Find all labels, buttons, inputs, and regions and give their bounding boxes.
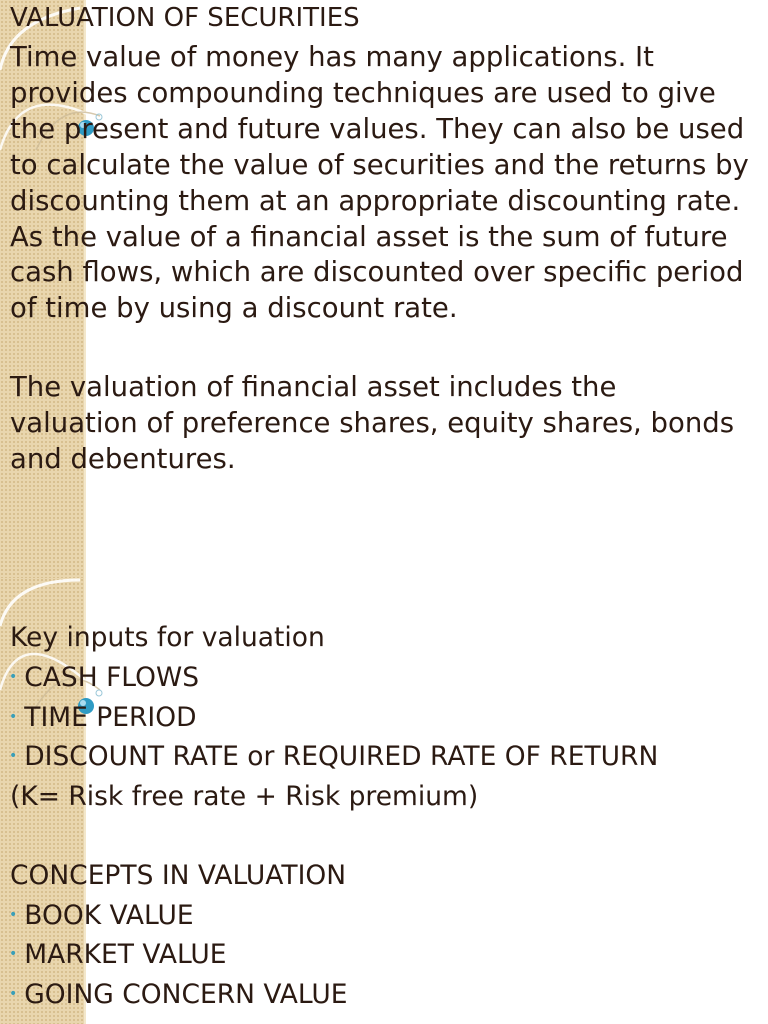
formula-text: (K= Risk free rate + Risk premium)	[10, 781, 479, 812]
list-item-discount-rate: • DISCOUNT RATE or REQUIRED RATE OF RETURN	[9, 741, 658, 777]
intro-paragraph: Time value of money has many applications. It provides compounding techniques are used to give the present and future values. They can also be used to calculate the value of securities and the returns by discounting them at an appropriate discounting rate. As the value of a financial asset is the sum of future cash flows, which are discounted over specific period of time by using a discount rate.	[10, 41, 749, 325]
key-inputs-heading: Key inputs for valuation	[10, 622, 325, 653]
list-item-cash-flows: • CASH FLOWS	[9, 662, 199, 698]
valuation-scope-paragraph: The valuation of financial asset includes the valuation of preference shares, equity shares, bonds and debentures.	[10, 371, 735, 475]
list-item-book-value: • BOOK VALUE	[9, 900, 194, 936]
concepts-heading: CONCEPTS IN VALUATION	[10, 860, 347, 891]
list-item-going-concern-value: • GOING CONCERN VALUE	[9, 979, 348, 1015]
slide-key-inputs	[0, 578, 768, 1024]
page-title: VALUATION OF SECURITIES	[10, 3, 360, 33]
list-item-time-period: • TIME PERIOD	[9, 702, 197, 738]
list-item-market-value: • MARKET VALUE	[9, 939, 227, 975]
